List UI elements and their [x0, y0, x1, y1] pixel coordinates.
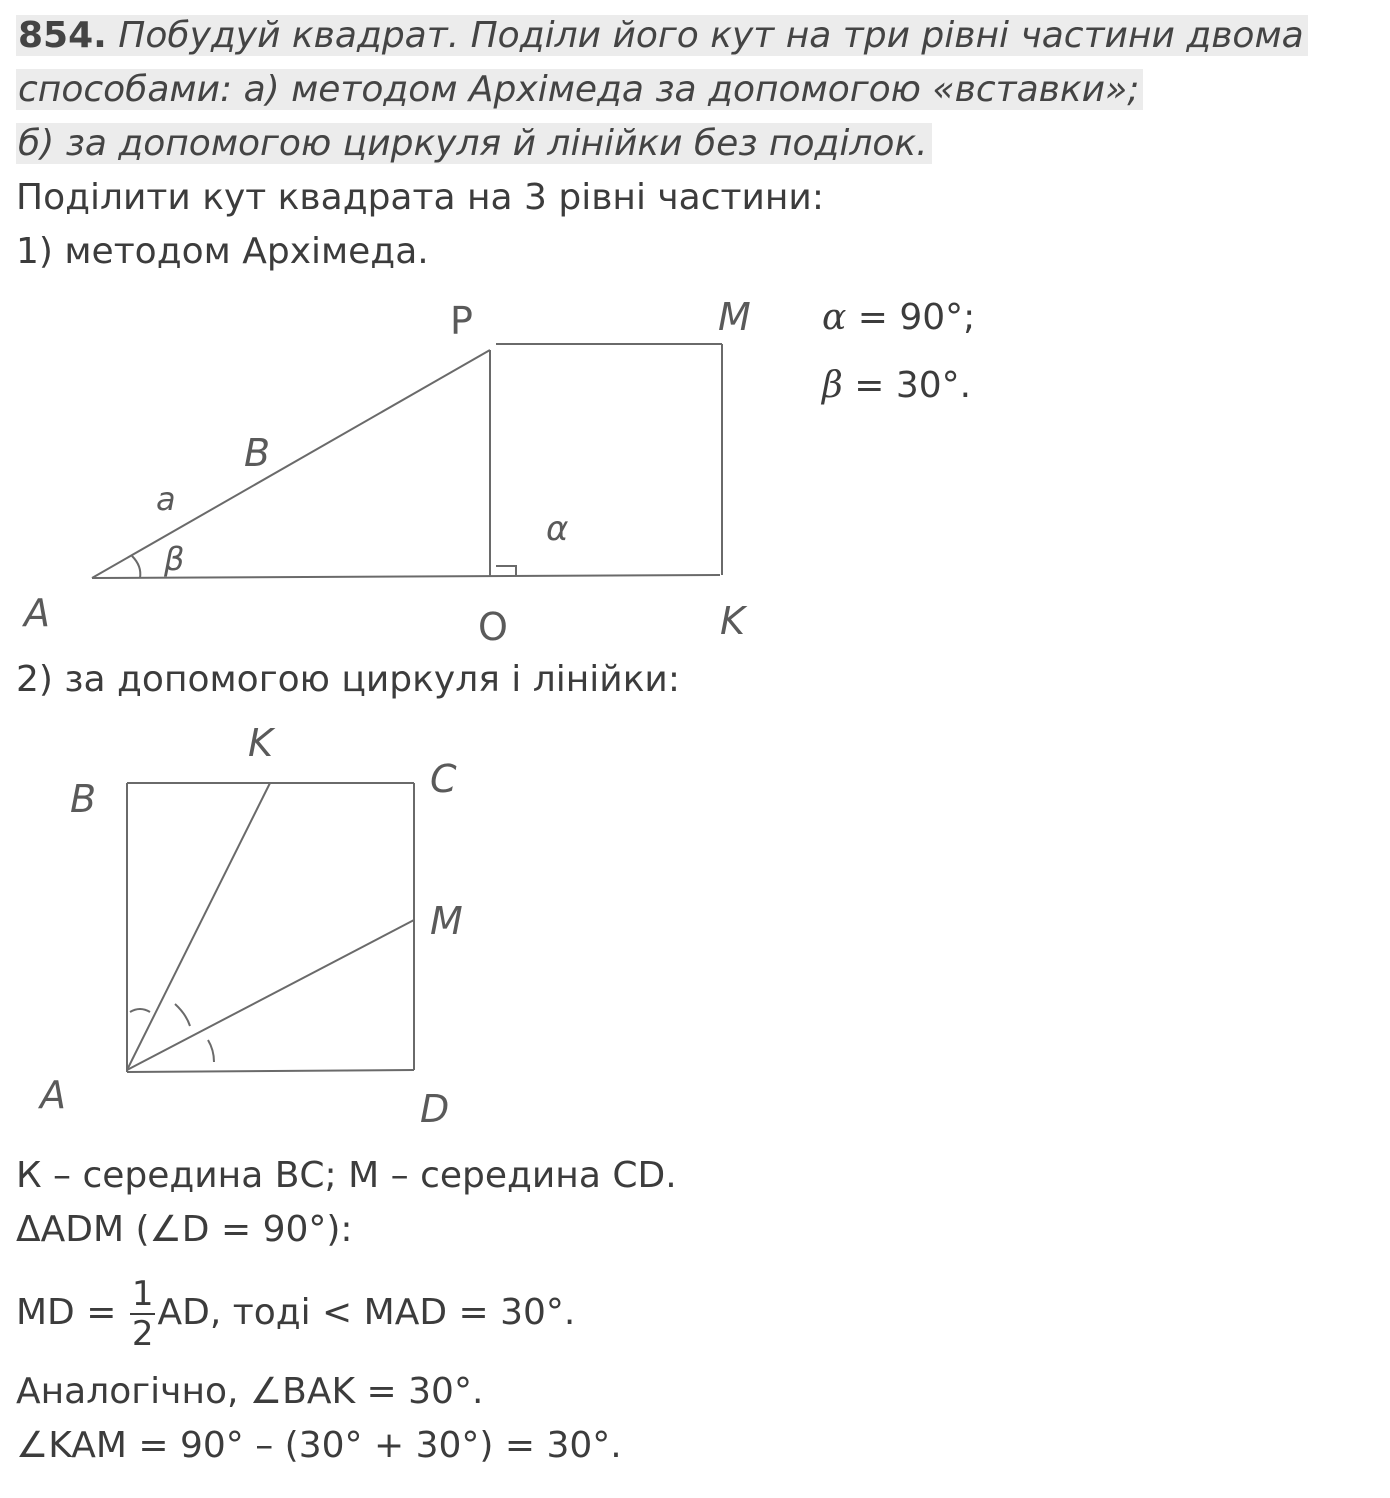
side-AD [127, 1070, 414, 1072]
method-2-heading: 2) за допомогою циркуля і лінійки: [16, 659, 680, 700]
figure-2-compass [127, 783, 414, 1072]
label-M: M [718, 295, 751, 339]
angle-arc-1 [130, 1009, 150, 1012]
reasoning-line-5: ∠KAM = 90° – (30° + 30°) = 30°. [16, 1425, 622, 1466]
angle-arc-3 [208, 1040, 214, 1062]
task-text-2: способами: а) методом Архімеда за допомогою «вставки»; [16, 69, 1143, 110]
label-O: O [478, 605, 508, 649]
reasoning-line-2: ΔADM (∠D = 90°): [16, 1209, 353, 1250]
md-suffix: AD, тоді < MAD = 30°. [157, 1292, 576, 1333]
label-A2: A [40, 1073, 66, 1117]
angle-arc-A [132, 556, 140, 578]
md-prefix: MD = [16, 1292, 128, 1333]
label-beta: β [164, 540, 185, 578]
right-angle-mark-O [496, 566, 516, 576]
task-text-3: б) за допомогою циркуля й лінійки без поділок. [16, 123, 932, 164]
segment-AM [127, 920, 414, 1070]
alpha-value: = 90°; [857, 297, 976, 338]
label-B2: B [70, 777, 97, 821]
reasoning-line-3 [16, 1268, 575, 1358]
fraction-denominator: 2 [131, 1314, 154, 1354]
solution-intro: Поділити кут квадрата на 3 рівні частини: [16, 177, 824, 218]
label-D2: D [420, 1087, 450, 1131]
label-M2: M [430, 899, 463, 943]
label-K: K [720, 599, 745, 643]
angle-arc-2 [175, 1004, 190, 1026]
label-C2: C [430, 757, 457, 801]
label-a: a [156, 480, 176, 518]
label-K2: K [248, 721, 273, 765]
task-text-1: Побудуй квадрат. Поділи його кут на три рівні частини двома [118, 15, 1304, 56]
fraction-numerator: 1 [131, 1274, 154, 1314]
fraction-one-half [130, 1275, 156, 1353]
label-B: B [244, 431, 271, 475]
task-number: 854. [18, 15, 107, 56]
segment-AP [92, 350, 490, 578]
reasoning-line-1: К – середина ВС; М – середина CD. [16, 1155, 677, 1196]
label-P: P [450, 299, 473, 343]
figure-1-archimedes [92, 344, 722, 578]
beta-symbol: β [822, 365, 843, 406]
label-A: A [24, 591, 50, 635]
alpha-symbol: α [822, 297, 847, 338]
segment-AK [127, 783, 270, 1070]
method-1-heading: 1) методом Архімеда. [16, 231, 429, 272]
segment-AK [92, 575, 720, 578]
reasoning-line-4: Аналогічно, ∠BAK = 30°. [16, 1371, 484, 1412]
beta-value: = 30°. [854, 365, 972, 406]
label-alpha: α [546, 509, 569, 549]
